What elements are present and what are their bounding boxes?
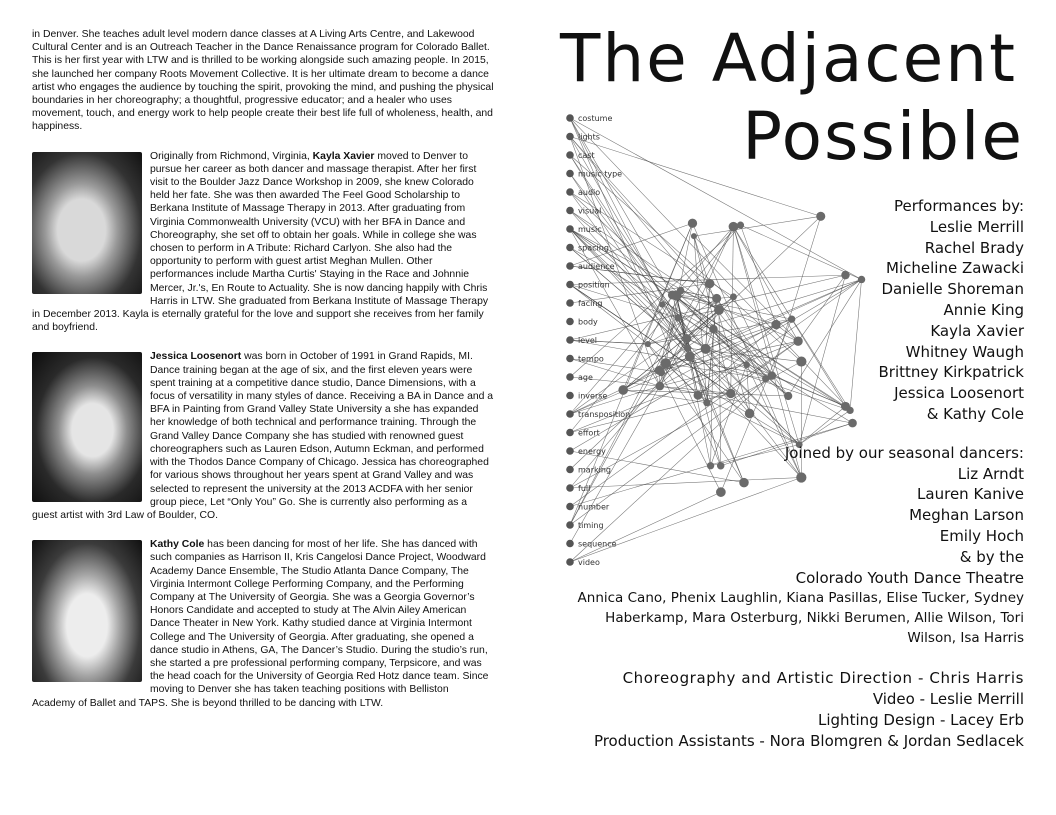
kayla-intro: Originally from Richmond, Virginia, (150, 150, 313, 162)
graph-label: audio (578, 188, 601, 197)
kathy-name: Kathy Cole (150, 539, 205, 551)
performer-5: Kayla Xavier (930, 321, 1024, 340)
seasonal-1: Lauren Kanive (917, 485, 1024, 504)
bio-kayla (32, 150, 494, 335)
kayla-name: Kayla Xavier (312, 150, 375, 162)
graph-label: full (578, 484, 591, 493)
bio-continuation: in Denver. She teaches adult level modern dance classes at A Living Arts Centre, and Lakewood Cultural Center and is an Outreach Teacher in the Dance Renaissance program for Colorado Ballet. This is her first year with LTW and is thrilled to be working alongside such amazing people. In 2015, she launched her company Roots Movement Collective. It is her ultimate dream to become a dance artist who engages the audience by touching the spirit, provoking the mind, and pushing the physical boundaries in her choreography; a thoughtful, progressive educator; and a healer who uses movement, touch, and energy work to help people create their best life full of wholeness, health, and happiness. (32, 29, 494, 133)
graph-label: tempo (578, 354, 604, 364)
photo-jessica (32, 352, 142, 502)
graph-label: costume (578, 114, 613, 123)
graph-node-label (566, 133, 574, 141)
cydt-members: Annica Cano, Phenix Laughlin, Kiana Pasillas, Elise Tucker, Sydney Haberkamp, Mara Osterburg, Nikki Berumen, Allie Wilson, Tori Wilson, Isa Harris (577, 590, 1024, 647)
seasonal-5: Colorado Youth Dance Theatre (795, 568, 1024, 587)
graph-label: level (578, 336, 598, 345)
graph-node-label (566, 151, 574, 159)
credits (560, 196, 1024, 752)
photo-kayla (32, 152, 142, 294)
seasonal-4: & by the (959, 547, 1024, 566)
graph-label: music type (578, 169, 623, 179)
performer-7: Brittney Kirkpatrick (878, 363, 1024, 382)
graph-label: sequence (578, 539, 617, 549)
graph-node-label (566, 114, 574, 122)
graph-label: transposition (578, 410, 631, 419)
graph-label: music (578, 225, 602, 234)
jessica-name: Jessica Loosenort (150, 351, 242, 363)
kayla-text: moved to Denver to pursue her career as both dancer and massage therapist. After her first visit to the Boulder Jazz Dance Workshop in 2009, she knew Colorado held her fate. She was then awarded The Feel Good Scholarship to Berkana Institute of Massage Therapy in 2013. After graduating from Virginia Commonwealth University (VCU) with her BFA in Dance and Choreography, she set off to obtain her goals. While in college she was chosen to perform in A Tribute: Richard Carlyon. She also had the opportunity to perform with guest artist Meghan Mullen. Other performances include Martha Curtis' Staying in the Race and Johnnie Mercer, Jr.'s, En Route to Actuality. She is now dancing happily with Chris Harris in LTW. She graduated from Berkana Institute of Massage Therapy in December 2013. Kayla is eternally grateful for the love and support she receives from her family and boyfriend. (32, 150, 489, 334)
seasonal-2: Meghan Larson (909, 506, 1024, 525)
seasonal-3: Emily Hoch (939, 526, 1024, 545)
bio-jessica (32, 350, 494, 522)
graph-label: cast (578, 151, 595, 160)
graph-label: spacing (578, 243, 609, 253)
graph-label: number (578, 502, 610, 512)
graph-label: video (578, 558, 600, 567)
performer-6: Whitney Waugh (905, 342, 1024, 361)
crew-3: Production Assistants - Nora Blomgren & Jordan Sedlacek (593, 731, 1024, 750)
graph-label: energy (578, 447, 606, 456)
seasonal-0: Liz Arndt (957, 464, 1024, 483)
graph-label: lights (578, 132, 600, 142)
bio-column (32, 28, 494, 710)
kathy-text: has been dancing for most of her life. She has danced with such companies as Harrison II, Kris Cangelosi Dance Project, Woodward Academy Dance Ensemble, The Studio Atlanta Dance Company, The Virginia Intermont College Performing Company, and the Performing Company at The University of Georgia. She was a Georgia Governor’s Honors Candidate and accepted to study at The Alvin Ailey American Dance Theater in New York. Kathy studied dance at Virginia Intermont College and The University of Georgia. After graduating, she opened a dance studio in Athens, GA, The Dancer’s Studio. During the studio’s run, she started a pre professional performing company, Terpsicore, and was the head coach for the University of Georgia Red Hotz dance team. Since moving to Denver she has taken teaching positions with Belliston Academy of Ballet and TAPS. She is beyond thrilled to be dancing with LTW. (32, 539, 489, 709)
graph-label: age (578, 373, 593, 382)
graph-label: position (578, 280, 610, 290)
photo-kathy (32, 540, 142, 682)
performer-8: Jessica Loosenort (894, 384, 1024, 403)
graph-label: body (578, 317, 598, 327)
graph-label: facing (578, 299, 603, 308)
graph-label: effort (578, 428, 600, 438)
title-line-2: Possible (742, 98, 1024, 175)
performances-heading: Performances by: (894, 197, 1024, 215)
graph-label: visual (578, 206, 602, 216)
bio-kathy (32, 538, 494, 710)
crew-0: Choreography and Artistic Direction - Chris Harris (622, 669, 1024, 688)
graph-label: inverse (578, 391, 608, 401)
performer-3: Danielle Shoreman (881, 280, 1024, 299)
graph-label: marking (578, 465, 611, 475)
seasonal-heading: Joined by our seasonal dancers: (784, 443, 1024, 462)
graph-label: audience (578, 262, 615, 271)
graph-node-label (566, 188, 574, 196)
title-line-1: The Adjacent (560, 20, 1017, 97)
performer-4: Annie King (943, 300, 1024, 319)
performer-9: & Kathy Cole (926, 404, 1024, 423)
crew-1: Video - Leslie Merrill (872, 690, 1024, 709)
performer-0: Leslie Merrill (929, 217, 1024, 236)
jessica-text: was born in October of 1991 in Grand Rapids, MI. Dance training began at the age of six, and the first eleven years were spent training at a competitive dance studio, Dance Dimensions, with a focus of versatility in many styles of dance. Receiving a BA in Dance and a BFA in Painting from Grand Valley State University a she has expanded her knowledge of both technical and performance training. Through the Grand Valley Dance Company she has studied with renowned guest choreographers such as Lauren Edson, Autumn Eckman, and performed with the Thodos Dance Company of Chicago. Jessica has choreographed for various shows throughout her years spent at Grand Valley and was selected to represent the university at the 2013 ACDFA with her senior group piece, Let “Only You” Go. She is currently also performing as a guest artist with 3rd Law of Boulder, CO. (32, 351, 494, 521)
crew-2: Lighting Design - Lacey Erb (818, 710, 1024, 729)
graph-label: timing (578, 521, 604, 530)
performer-2: Micheline Zawacki (886, 259, 1024, 278)
graph-node-label (566, 170, 574, 178)
performer-1: Rachel Brady (924, 238, 1024, 257)
